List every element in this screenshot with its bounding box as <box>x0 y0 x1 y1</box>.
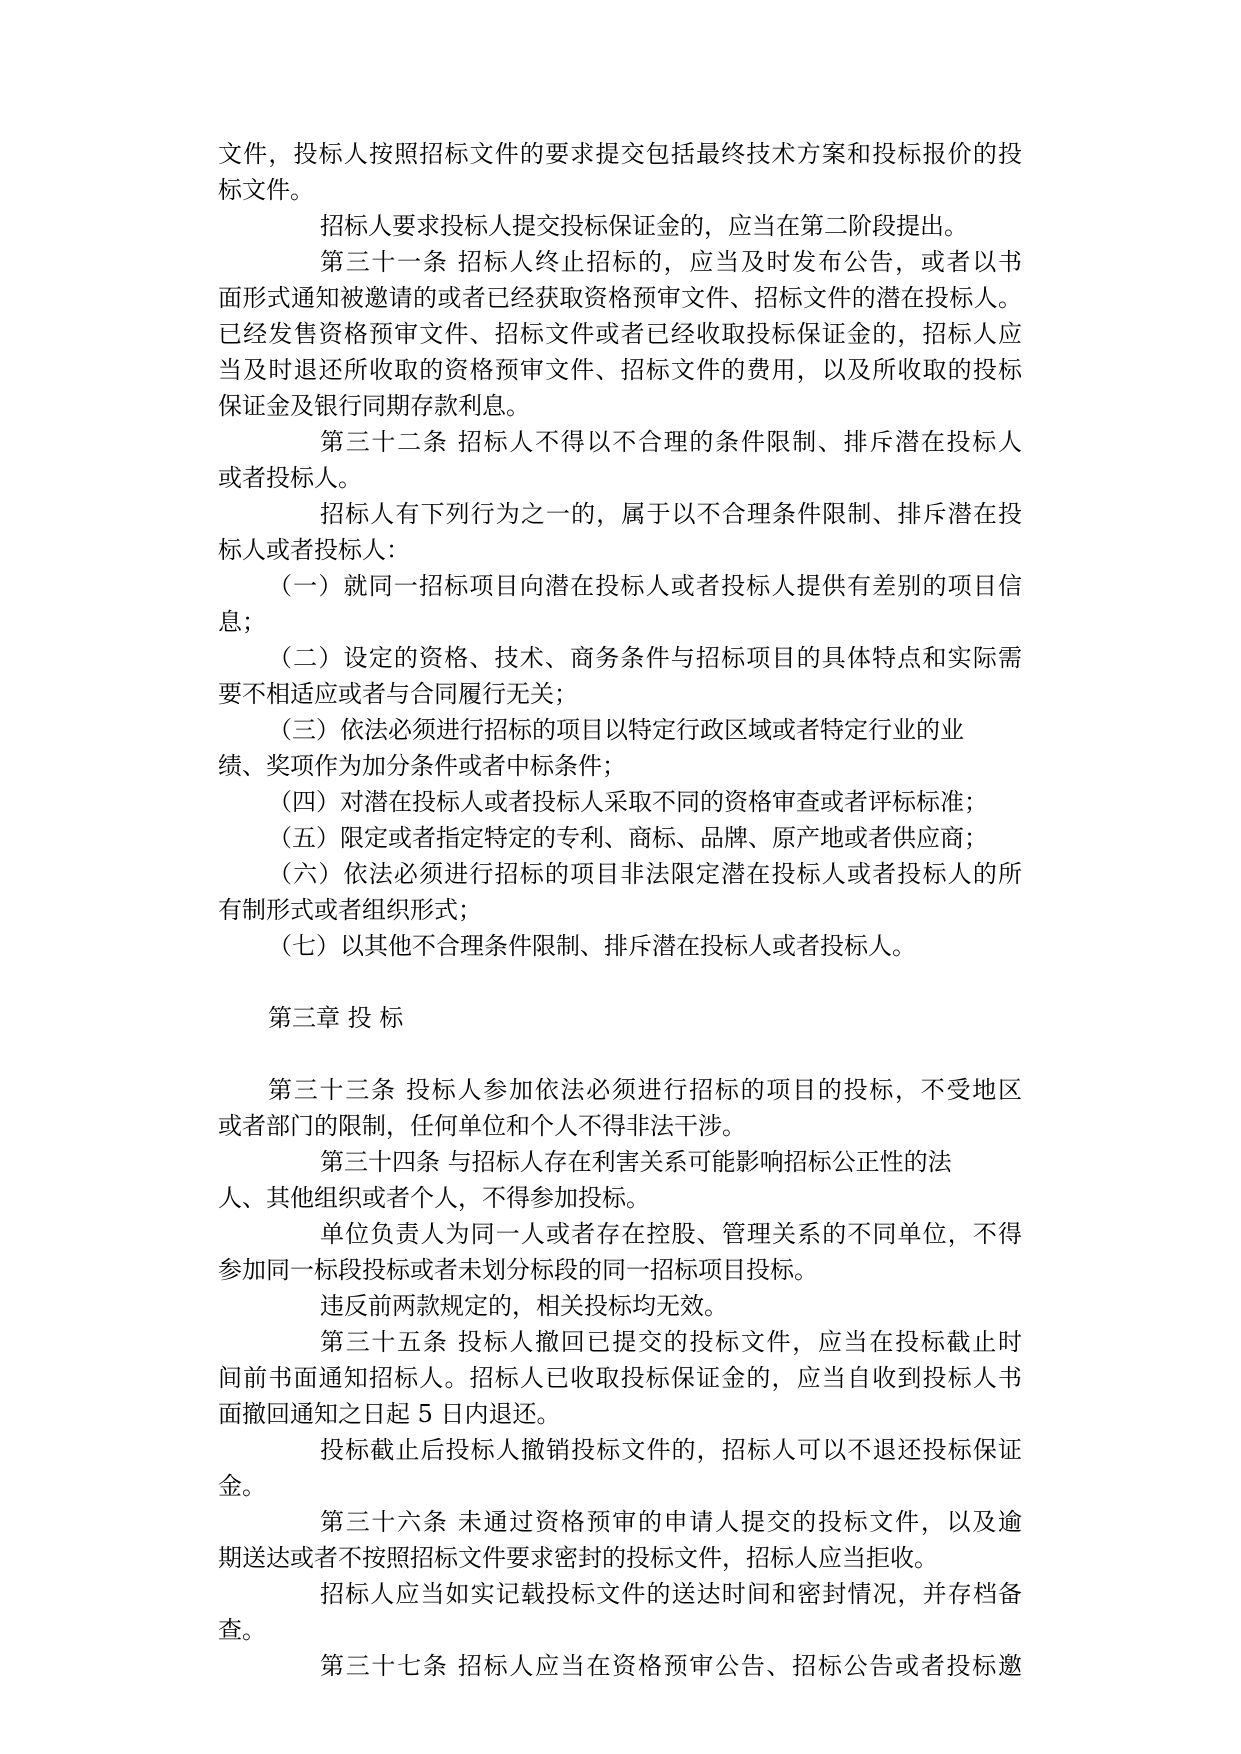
text-line: 绩、奖项作为加分条件或者中标条件； <box>218 752 626 780</box>
text-line: 或者投标人。 <box>218 464 362 492</box>
article-37-heading: 第三十七条 招标人应当在资格预审公告、招标公告或者投标邀 <box>320 1652 1022 1680</box>
article-34-heading: 第三十四条 与招标人存在利害关系可能影响招标公正性的法 <box>320 1148 952 1176</box>
text-line: 面撤回通知之日起 5 日内退还。 <box>218 1400 561 1428</box>
article-31-heading: 第三十一条 招标人终止招标的，应当及时发布公告，或者以书 <box>320 248 1022 276</box>
text-line: 保证金及银行同期存款利息。 <box>218 392 530 420</box>
text-line: 投标截止后投标人撤销投标文件的，招标人可以不退还投标保证 <box>320 1436 1022 1464</box>
text-line: 息； <box>218 608 266 636</box>
list-item: （五）限定或者指定特定的专利、商标、品牌、原产地或者供应商； <box>268 824 988 852</box>
text-line: 标文件。 <box>218 176 314 204</box>
text-line: 招标人应当如实记载投标文件的送达时间和密封情况，并存档备 <box>320 1580 1022 1608</box>
article-36-heading: 第三十六条 未通过资格预审的申请人提交的投标文件，以及逾 <box>320 1508 1022 1536</box>
list-item: （二）设定的资格、技术、商务条件与招标项目的具体特点和实际需 <box>268 644 1022 672</box>
text-line: 间前书面通知招标人。招标人已收取投标保证金的，应当自收到投标人书 <box>218 1364 1022 1392</box>
text-line: 人、其他组织或者个人，不得参加投标。 <box>218 1184 650 1212</box>
text-line: 期送达或者不按照招标文件要求密封的投标文件，招标人应当拒收。 <box>218 1544 938 1572</box>
text-line: 有制形式或者组织形式； <box>218 896 482 924</box>
article-35-heading: 第三十五条 投标人撤回已提交的投标文件，应当在投标截止时 <box>320 1328 1022 1356</box>
text-line: 标人或者投标人： <box>218 536 410 564</box>
text-line: 面形式通知被邀请的或者已经获取资格预审文件、招标文件的潜在投标人。 <box>218 284 1022 312</box>
list-item: （三）依法必须进行招标的项目以特定行政区域或者特定行业的业 <box>268 716 964 744</box>
text-line: 文件，投标人按照招标文件的要求提交包括最终技术方案和投标报价的投 <box>218 140 1022 168</box>
list-item: （七）以其他不合理条件限制、排斥潜在投标人或者投标人。 <box>268 932 916 960</box>
article-32-heading: 第三十二条 招标人不得以不合理的条件限制、排斥潜在投标人 <box>320 428 1022 456</box>
text-line: 金。 <box>218 1472 266 1500</box>
article-33-heading: 第三十三条 投标人参加依法必须进行招标的项目的投标，不受地区 <box>268 1076 1022 1104</box>
text-line: 或者部门的限制，任何单位和个人不得非法干涉。 <box>218 1112 746 1140</box>
chapter-heading: 第三章 投 标 <box>268 1004 404 1032</box>
text-line: 单位负责人为同一人或者存在控股、管理关系的不同单位，不得 <box>320 1220 1022 1248</box>
text-line: 违反前两款规定的，相关投标均无效。 <box>320 1292 728 1320</box>
document-page <box>218 136 1022 1684</box>
list-item: （四）对潜在投标人或者投标人采取不同的资格审查或者评标标准； <box>268 788 988 816</box>
text-line: 招标人有下列行为之一的，属于以不合理条件限制、排斥潜在投 <box>320 500 1022 528</box>
text-line: 招标人要求投标人提交投标保证金的，应当在第二阶段提出。 <box>320 212 968 240</box>
text-line: 当及时退还所收取的资格预审文件、招标文件的费用，以及所收取的投标 <box>218 356 1022 384</box>
list-item: （一）就同一招标项目向潜在投标人或者投标人提供有差别的项目信 <box>268 572 1022 600</box>
list-item: （六）依法必须进行招标的项目非法限定潜在投标人或者投标人的所 <box>268 860 1022 888</box>
text-line: 已经发售资格预审文件、招标文件或者已经收取投标保证金的，招标人应 <box>218 320 1022 348</box>
text-line: 参加同一标段投标或者未划分标段的同一招标项目投标。 <box>218 1256 818 1284</box>
text-line: 要不相适应或者与合同履行无关； <box>218 680 578 708</box>
text-line: 查。 <box>218 1616 266 1644</box>
